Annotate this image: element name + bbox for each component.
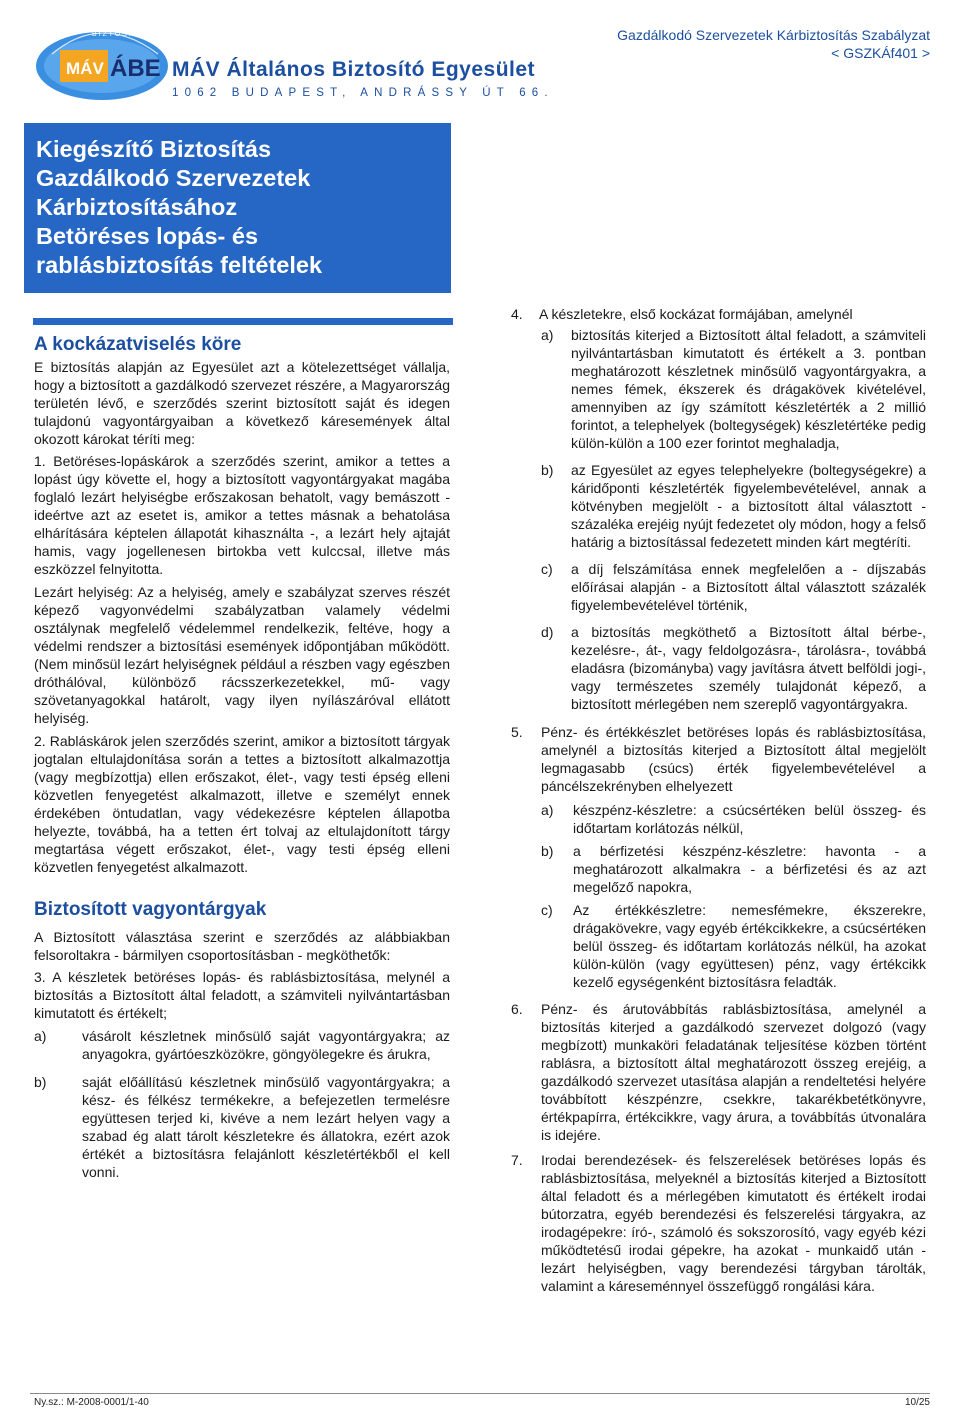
sub-item-4b xyxy=(511,461,926,551)
sub-text: saját előállítású készletnek minősülő vagyontárgyakra; a kész- és félkész termékekre, a befejezetlen termelésre együttesen terjed ki, kivéve a nem lezárt helyen vagy a szabad ég alatt tárolt készletekre és állatokra, ezért azok értékét a biztosításra felajánlott készletértékből el kell vonni. xyxy=(82,1074,450,1180)
item-number: 1. xyxy=(34,453,46,469)
org-name: MÁV Általános Biztosító Egyesület xyxy=(172,58,536,81)
sub-item-4d xyxy=(511,623,926,713)
sub-text: vásárolt készletnek minősülő saját vagyontárgyakra; az anyagokra, gyártóeszközökre, göngyölegekre és árukra, xyxy=(82,1028,450,1062)
banner-line: Betöréses lopás- és xyxy=(36,223,259,249)
left-column xyxy=(34,334,450,1181)
sub-label: d) xyxy=(541,624,554,640)
mav-abe-logo xyxy=(30,14,180,102)
item-2 xyxy=(34,732,450,876)
sub-label: b) xyxy=(541,843,554,859)
footer-page-number: 10/25 xyxy=(904,1397,930,1408)
sub-item-3b xyxy=(34,1073,450,1181)
item-1 xyxy=(34,452,450,578)
item-text: Pénz- és értékkészlet betöréses lopás és rablásbiztosítása, amelynél a biztosítás kiterjed a Biztosított által megjelölt legmagasabb (csúcs) érték figyelembevételével a páncélszekrényben elhelyezett xyxy=(541,724,926,794)
item-number: 2. xyxy=(34,733,46,749)
footer-rule xyxy=(30,1393,930,1394)
sub-item-5c xyxy=(511,901,926,991)
sub-item-5a xyxy=(511,801,926,837)
sub-text: az Egyesület az egyes telephelyekre (boltegységekre) a káridőponti készletérték figyelembevételével, annak a kötvényben megjelölt - a biztosított által választott - százaléka erejéig nyújt fedezetet oly módon, hogy a felső határig a biztosítással fedezetett minden kárt megtéríti. xyxy=(571,462,926,550)
locked-room-paragraph: Lezárt helyiség: Az a helyiség, amely e szabályzat szerves részét képező vagyonvédelmi szabályzatban valamely védelmi osztálynak megfelelő védelemmel rendelkezik, feltéve, hogy a védelmi rendszer a biztosítási események időpontjában működött. (Nem minősül lezárt helyiségnek például a részben vagy egészben dróthálóval, különböző rácsszerkezetekkel, mű- vagy szövetanyagokkal határolt, vagy ilyen nyílászáróval ellátott helyiség. xyxy=(34,584,450,726)
item-text: Betöréses-lopáskárok a szerződés szerint, amikor a tettes a lopást úgy követte el, hogy a biztosított vagyontárgyakat magába foglaló lezárt helyiségbe erőszakosan behatolt, vagy bemászott - ideértve azt az esetet is, amikor a tettes másnak a behatolása elhárítására képtelen állapotát kihasználta -, a lezárt hely ajtaját hamis, vagy jogellenesen birtokba vett kulccsal, illetve más eszközzel felnyitotta. xyxy=(34,453,450,577)
title-banner xyxy=(24,123,451,293)
heading-risk-scope: A kockázatviselés köre xyxy=(34,334,242,355)
item-3 xyxy=(34,968,450,1022)
item-6 xyxy=(511,1000,926,1144)
sub-text: biztosítás kiterjed a Biztosított által feladott, a számviteli nyilvántartásban kimutatott és értékelt a 3. pontban meghatározott készletnek minősülő vagyontárgyakra, a nemes fémek, ékszerek és drágakövek kivételével, amennyiben az így számított készletérték a 2 millió forintot, a telephelyek (boltegységek) készletértéke pedig külön-külön a 100 ezer forintot meghaladja, xyxy=(571,327,926,451)
sub-label: a) xyxy=(541,327,554,343)
logo-arc-text: B I Z T O S Í T Ó xyxy=(92,31,144,38)
sub-item-3a xyxy=(34,1027,450,1063)
sub-item-4a xyxy=(511,326,926,452)
item-text: Irodai berendezések- és felszerelések betöréses lopás és rablásbiztosítása, melyeknél a biztosítás kiterjed a Biztosított által feladott és a mérlegében kimutatott és értékelt irodai bútorzatra, egyéb berendezési és felszerelési tárgyakra, az irodagépekre: író-, számoló és sokszorosító, vagy egyéb kézi működtetésű irodai gépekre, ha azokat - munkaidő után - lezárt helyiségben, vagy berendezési tárgyban tárolták, valamint a káreseménnyel összefüggő rongálási kára. xyxy=(541,1152,926,1294)
item-number: 5. xyxy=(511,724,523,740)
sub-text: a díj felszámítása ennek megfelelően a - díjszabás előírásai alapján - a Biztosított által választott százalék figyelembevételével történik, xyxy=(571,561,926,613)
section-bar xyxy=(33,318,453,325)
item-number: 4. xyxy=(511,306,523,322)
sub-text: Az értékkészletre: nemesfémekre, ékszerekre, drágakövekre, vagy egyéb értékcikkekre, a csúcsértéken belül összeg- és időtartam korlátozás nélkül, ha azokat külön-külön (vagy együttesen) pénz, vagy értékcikk kezelő egységenként biztosításra feladták. xyxy=(573,902,926,990)
right-column xyxy=(511,305,926,1295)
item-7 xyxy=(511,1151,926,1295)
footer-reg-number: Ny.sz.: M-2008-0001/1-40 xyxy=(34,1397,149,1408)
intro2-paragraph: A Biztosított választása szerint e szerződés az alábbiakban felsoroltakra - bármilyen csoportosításban - megköthetők: xyxy=(34,929,450,963)
item-text: A készletekre, első kockázat formájában, amelynél xyxy=(539,306,853,322)
sub-label: b) xyxy=(34,1074,47,1090)
item-text: A készletek betöréses lopás- és rablásbiztosítása, melynél a biztosítás a Biztosított által feladott, a számviteli nyilvántartásban kimutatott és értékelt; xyxy=(34,969,450,1021)
sub-label: a) xyxy=(34,1028,47,1044)
item-4 xyxy=(511,305,926,323)
item-number: 3. xyxy=(34,969,46,985)
item-number: 6. xyxy=(511,1001,523,1017)
item-text: Pénz- és árutovábbítás rablásbiztosítása, amelynél a biztosítás kiterjed a gazdálkodó szervezet dolgozó (vagy megbízott) munkaköri feladatának teljesítése közben történt rablásra, a biztosított által meghatározott összeg erejéig, a gazdálkodó szervezet utasítása alapján a rendeltetési helyére továbbított készpénzre, csekkre, takarékbetétkönyvre, értékpapírra, értékcikkre, vagy árura, a továbbítás útvonalára is idejére. xyxy=(541,1001,926,1143)
doc-code: < GSZKÁf401 > xyxy=(831,45,930,61)
logo-mav-text: MÁV xyxy=(66,59,104,78)
sub-label: c) xyxy=(541,561,553,577)
sub-text: a bérfizetési készpénz-készletre: havonta - a meghatározott alkalmakra - a bérfizetési és az azt megelőző napokra, xyxy=(573,843,926,895)
sub-label: a) xyxy=(541,802,554,818)
item-number: 7. xyxy=(511,1152,523,1168)
banner-line: rablásbiztosítás feltételek xyxy=(36,252,323,278)
sub-label: c) xyxy=(541,902,553,918)
banner-line: Kárbiztosításához xyxy=(36,194,238,220)
doc-title: Gazdálkodó Szervezetek Kárbiztosítás Szabályzat xyxy=(617,27,930,43)
item-5 xyxy=(511,723,926,795)
banner-title xyxy=(36,135,322,280)
logo-abe-text: ÁBE xyxy=(110,55,161,82)
banner-line: Kiegészítő Biztosítás xyxy=(36,136,272,162)
heading-insured-assets: Biztosított vagyontárgyak xyxy=(34,899,267,920)
sub-text: a biztosítás megköthető a Biztosított által bérbe-, kezelésre-, át-, vagy feldolgozásra-, tárolásra-, továbbá eladásra (bizományba) vagy javításra átvett belföldi jogi-, vagy természetes személy tulajdonát képező, a biztosított mérlegében nem szereplő vagyontárgyakra. xyxy=(571,624,926,712)
sub-item-5b xyxy=(511,842,926,896)
item-text: Rabláskárok jelen szerződés szerint, amikor a biztosított tárgyak jogtalan eltulajdonítása során a tettes a biztosított alkalmazottja (vagy megbízottja) ellen erőszakot, élet-, vagy testi épség elleni közvetlen fenyegetést alkalmazott, illetve e személyt ennek érdekében öntudatlan, vagy védekezésre képtelen állapotba helyezte, továbbá, ha a tetten ért tolvaj az eltulajdonított tárgy megtartása végett erőszakot, élet-, vagy testi épség elleni közvetlen fenyegetést alkalmazott. xyxy=(34,733,450,875)
sub-text: készpénz-készletre: a csúcsértéken belül összeg- és időtartam korlátozás nélkül, xyxy=(573,802,926,836)
banner-line: Gazdálkodó Szervezetek xyxy=(36,165,311,191)
sub-label: b) xyxy=(541,462,554,478)
sub-item-4c xyxy=(511,560,926,614)
org-address: 1062 BUDAPEST, ANDRÁSSY ÚT 66. xyxy=(172,87,554,99)
intro-paragraph: E biztosítás alapján az Egyesület azt a kötelezettséget vállalja, hogy a biztosított a gazdálkodó szervezet részére, a Magyarország területén lévő, e szerződés szerint biztosított saját és idegen tulajdonú vagyontárgyaiban a következő káresemények által okozott károkat téríti meg: xyxy=(34,359,450,447)
